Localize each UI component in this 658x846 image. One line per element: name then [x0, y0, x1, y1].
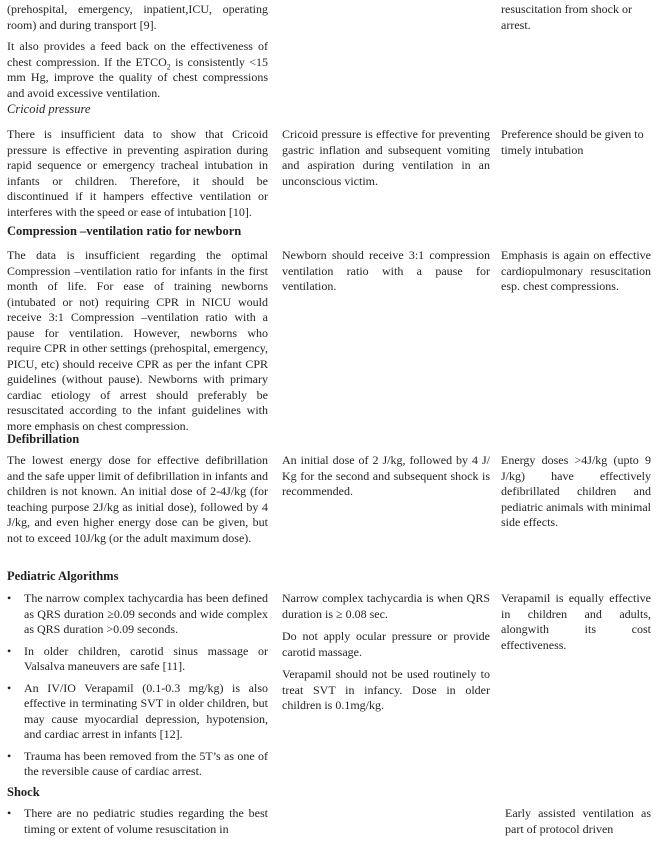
etco2-paragraph [7, 39, 268, 101]
cricoid-remark-text: Preference should be given to timely intubation [501, 127, 644, 157]
top-col1 [7, 2, 268, 101]
etco2-text-b: is consistently <15 mm Hg, improve the quality of chest compressions and avoid excessive ventilation. [7, 54, 268, 100]
defibrillation-heading: Defibrillation [7, 432, 80, 446]
compression-evidence-text: The data is insufficient regarding the optimal Compression –ventilation ratio for infants in the first month of life. For ease of training newborns (intubated or not) requiring CPR in NICU would receive 3:1 Compression –ventilation ratio with a pause for ventilation. However, newborns who require CPR in other settings (prehospital, emergency, PICU, etc) should receive CPR as per the infant CPR guidelines (without pause). Newborns with primary cardiac etiology of arrest should preferably be resuscitated according to the infant guidelines with more emphasis on chest compression. [7, 248, 268, 433]
algorithm-remark: Verapamil is equally effective in children and adults, alongwith its cost effectiveness. [501, 591, 651, 652]
algorithms-col3 [501, 591, 651, 653]
cricoid-recommendation-text: Cricoid pressure is effective for preventing gastric inflation and subsequent vomiting and aspiration during ventilation in an unconscious victim. [282, 127, 490, 188]
algorithm-bullet: • Trauma has been removed from the 5T’s as one of the reversible cause of cardiac arrest. [7, 749, 268, 780]
algorithms-heading: Pediatric Algorithms [7, 569, 119, 583]
defib-col2 [282, 453, 490, 500]
cricoid-evidence-text: There is insufficient data to show that Cricoid pressure is effective in preventing aspiration during rapid sequence or emergency tracheal intubation in infants or children. Therefore, it should be discontinued if it hampers effective ventilation or interferes with the speed or ease of intubation [10]. [7, 127, 268, 219]
top-transport-text: (prehospital, emergency, inpatient,ICU, operating room) and during transport [9]. [7, 2, 268, 32]
compression-col2 [282, 248, 490, 295]
shock-col1 [7, 806, 268, 837]
shock-heading: Shock [7, 785, 40, 799]
defib-remark-text: Energy doses >4J/kg (upto 9 J/kg) have effectively defibrillated children and pediatric animals with minimal side effects. [501, 453, 651, 529]
cricoid-col3 [501, 127, 651, 158]
algorithms-col2 [282, 591, 490, 714]
algorithms-col1 [7, 591, 268, 780]
top-col3-text: resuscitation from shock or arrest. [501, 2, 632, 32]
compression-recommendation-text: Newborn should receive 3:1 compression ventilation ratio with a pause for ventilation. [282, 248, 490, 293]
defib-col1 [7, 453, 268, 546]
algorithm-bullet: • In older children, carotid sinus massage or Valsalva maneuvers are safe [11]. [7, 644, 268, 675]
etco2-subscript: 2 [166, 61, 171, 71]
shock-col3 [505, 806, 651, 837]
compression-remark-text: Emphasis is again on effective cardiopulmonary resuscitation esp. chest compressions. [501, 248, 651, 293]
cricoid-col2 [282, 127, 490, 189]
algorithm-recommendation: Do not apply ocular pressure or provide carotid massage. [282, 629, 490, 659]
compression-col1 [7, 248, 268, 434]
etco2-text-a: It also provides a feed back on the effectiveness of chest compression. If the ETCO [7, 39, 268, 69]
defib-evidence-text: The lowest energy dose for effective defibrillation and the safe upper limit of defibrillation in infants and children is not known. An initial dose of 2-4J/kg (for teaching purpose 2J/kg as initial dose), followed by 4 J/kg, and even higher energy dose can be given, but not to exceed 10J/kg (or the adult maximum dose). [7, 453, 268, 545]
algorithm-bullet: • An IV/IO Verapamil (0.1-0.3 mg/kg) is also effective in terminating SVT in older children, but may cause myocardial depression, hypotension, and cardiac arrest in infants [12]. [7, 681, 268, 743]
algorithm-recommendation: Narrow complex tachycardia is when QRS duration is ≥ 0.08 sec. [282, 591, 490, 621]
shock-bullet: • There are no pediatric studies regarding the best timing or extent of volume resuscitation in [7, 806, 268, 837]
compression-heading: Compression –ventilation ratio for newborn [7, 224, 242, 238]
top-col3 [501, 2, 651, 33]
shock-remark: Early assisted ventilation as part of protocol driven [505, 806, 651, 836]
cricoid-heading: Cricoid pressure [7, 102, 91, 116]
defib-col3 [501, 453, 651, 531]
cricoid-col1 [7, 127, 268, 220]
algorithm-recommendation: Verapamil should not be used routinely to treat SVT in infancy. Dose in older children is 0.1mg/kg. [282, 667, 490, 712]
defib-recommendation-text: An initial dose of 2 J/kg, followed by 4 J/ Kg for the second and subsequent shock is recommended. [282, 453, 490, 498]
compression-col3 [501, 248, 651, 295]
algorithm-bullet: • The narrow complex tachycardia has been defined as QRS duration ≥0.09 seconds and wide complex as QRS duration >0.09 seconds. [7, 591, 268, 638]
